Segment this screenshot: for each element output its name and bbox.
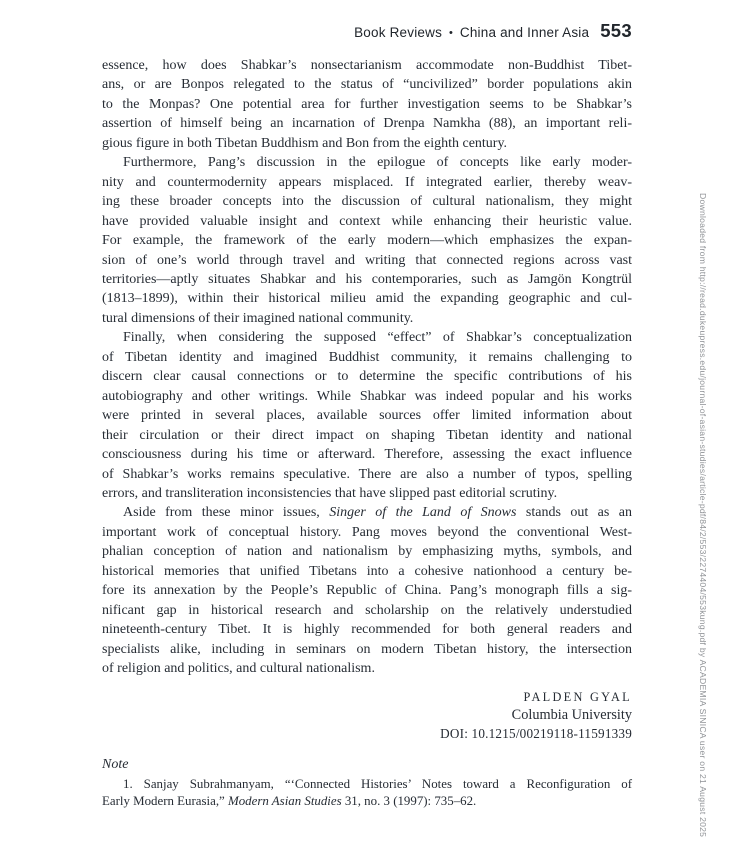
- text-line: ing these broader concepts into the discussion of cultural nationalism, they might: [102, 194, 632, 210]
- footnote: [102, 776, 632, 811]
- text-line: fore its annexation by the People’s Republic of China. Pang’s monograph fills a sig-: [102, 583, 632, 599]
- text-line: autobiography and other writings. While Shabkar was indeed popular and his works: [102, 388, 632, 404]
- note-heading: Note: [102, 756, 129, 772]
- text-line: Finally, when considering the supposed “effect” of Shabkar’s conceptualization: [123, 330, 632, 346]
- paragraph: [102, 503, 632, 678]
- text-line: their circulation or their direct impact on shaping Tibetan identity and national: [102, 427, 632, 443]
- page-number: 553: [600, 20, 632, 41]
- text-line: essence, how does Shabkar’s nonsectarianism accommodate non-Buddhist Tibet-: [102, 58, 632, 73]
- paragraph: [102, 56, 632, 153]
- text-line: Furthermore, Pang’s discussion in the epilogue of concepts like early moder-: [123, 155, 632, 171]
- article-column: [102, 56, 632, 810]
- text-line: important work of conceptual history. Pang moves beyond the conventional West-: [102, 524, 632, 540]
- text-line: errors, and transliteration inconsistencies that have slipped past editorial scrutiny.: [102, 485, 558, 501]
- article-body: [102, 56, 632, 679]
- running-head-section: Book Reviews: [354, 25, 443, 40]
- text-line: assertion of himself being an incarnation of Drenpa Namkha (88), an important reli-: [102, 116, 632, 132]
- signature-block: [102, 688, 632, 744]
- paragraph: [102, 328, 632, 503]
- text-line: to the Monpas? One potential area for further investigation seems to be Shabkar’s: [102, 96, 632, 112]
- text-line: For example, the framework of the early modern—which emphasizes the expan-: [102, 233, 632, 249]
- running-head: [354, 20, 632, 42]
- doi-line: DOI: 10.1215/00219118-11591339: [440, 726, 632, 742]
- text-line: (1813–1899), within their historical milieu amid the expanding geographic and cul-: [102, 291, 632, 307]
- download-watermark: Downloaded from http://read.dukeupress.edu/journal-of-asian-studies/article-pdf/84/2/553/2274404/553kung.pdf by ACADEMIA SINICA user on 21 August 2025: [698, 193, 708, 838]
- text-line: discern clear causal connections or to determine the specific contributions of his: [102, 369, 632, 385]
- text-line: nity and countermodernity appears misplaced. If integrated earlier, thereby weav-: [102, 174, 632, 190]
- text-line: territories—aptly situates Shabkar and his contemporaries, such as Jamgön Kongtrül: [102, 271, 632, 287]
- text-line: historical memories that unified Tibetans into a cohesive nationhood a century be-: [102, 563, 632, 579]
- text-line: phalian conception of nation and nationalism by emphasizing myths, symbols, and: [102, 544, 632, 560]
- text-line: have provided valuable insight and context while enhancing their heuristic value.: [102, 213, 632, 229]
- text-line: Early Modern Eurasia,” Modern Asian Studies 31, no. 3 (1997): 735–62.: [102, 794, 477, 809]
- text-line: ans, or are Bonpos relegated to the status of “uncivilized” border populations akin: [102, 77, 632, 93]
- bullet-separator: •: [449, 27, 453, 39]
- author-name: PALDEN GYAL: [523, 689, 632, 704]
- text-line: Aside from these minor issues, Singer of the Land of Snows stands out as an: [123, 505, 633, 521]
- author-affiliation: Columbia University: [511, 707, 632, 724]
- text-line: specialists alike, including in seminars on modern Tibetan history, the intersection: [102, 641, 632, 657]
- text-line: gious figure in both Tibetan Buddhism and Bon from the eighth century.: [102, 135, 508, 151]
- running-head-subsection: China and Inner Asia: [459, 25, 590, 40]
- text-line: of Shabkar’s works remains speculative. There are also a number of typos, spelling: [102, 466, 632, 482]
- text-line: consciousness during his time or afterward. Therefore, assessing the exact influence: [102, 447, 632, 463]
- text-line: of religion and politics, and cultural nationalism.: [102, 661, 375, 677]
- text-line: tural dimensions of their imagined national community.: [102, 310, 414, 326]
- text-line: were printed in several places, available sources offer limited information about: [102, 408, 632, 424]
- text-line: of Tibetan identity and imagined Buddhist community, it remains challenging to: [102, 349, 632, 365]
- paragraph: [102, 153, 632, 328]
- text-line: sion of one’s world through travel and writing that connected regions across vast: [102, 252, 632, 268]
- text-line: nificant gap in historical research and scholarship on the relatively understudied: [102, 602, 632, 618]
- text-line: 1. Sanjay Subrahmanyam, “‘Connected Histories’ Notes toward a Reconfiguration of: [123, 776, 632, 791]
- text-line: nineteenth-century Tibet. It is highly recommended for both general readers and: [102, 622, 632, 638]
- note-section: [102, 756, 632, 811]
